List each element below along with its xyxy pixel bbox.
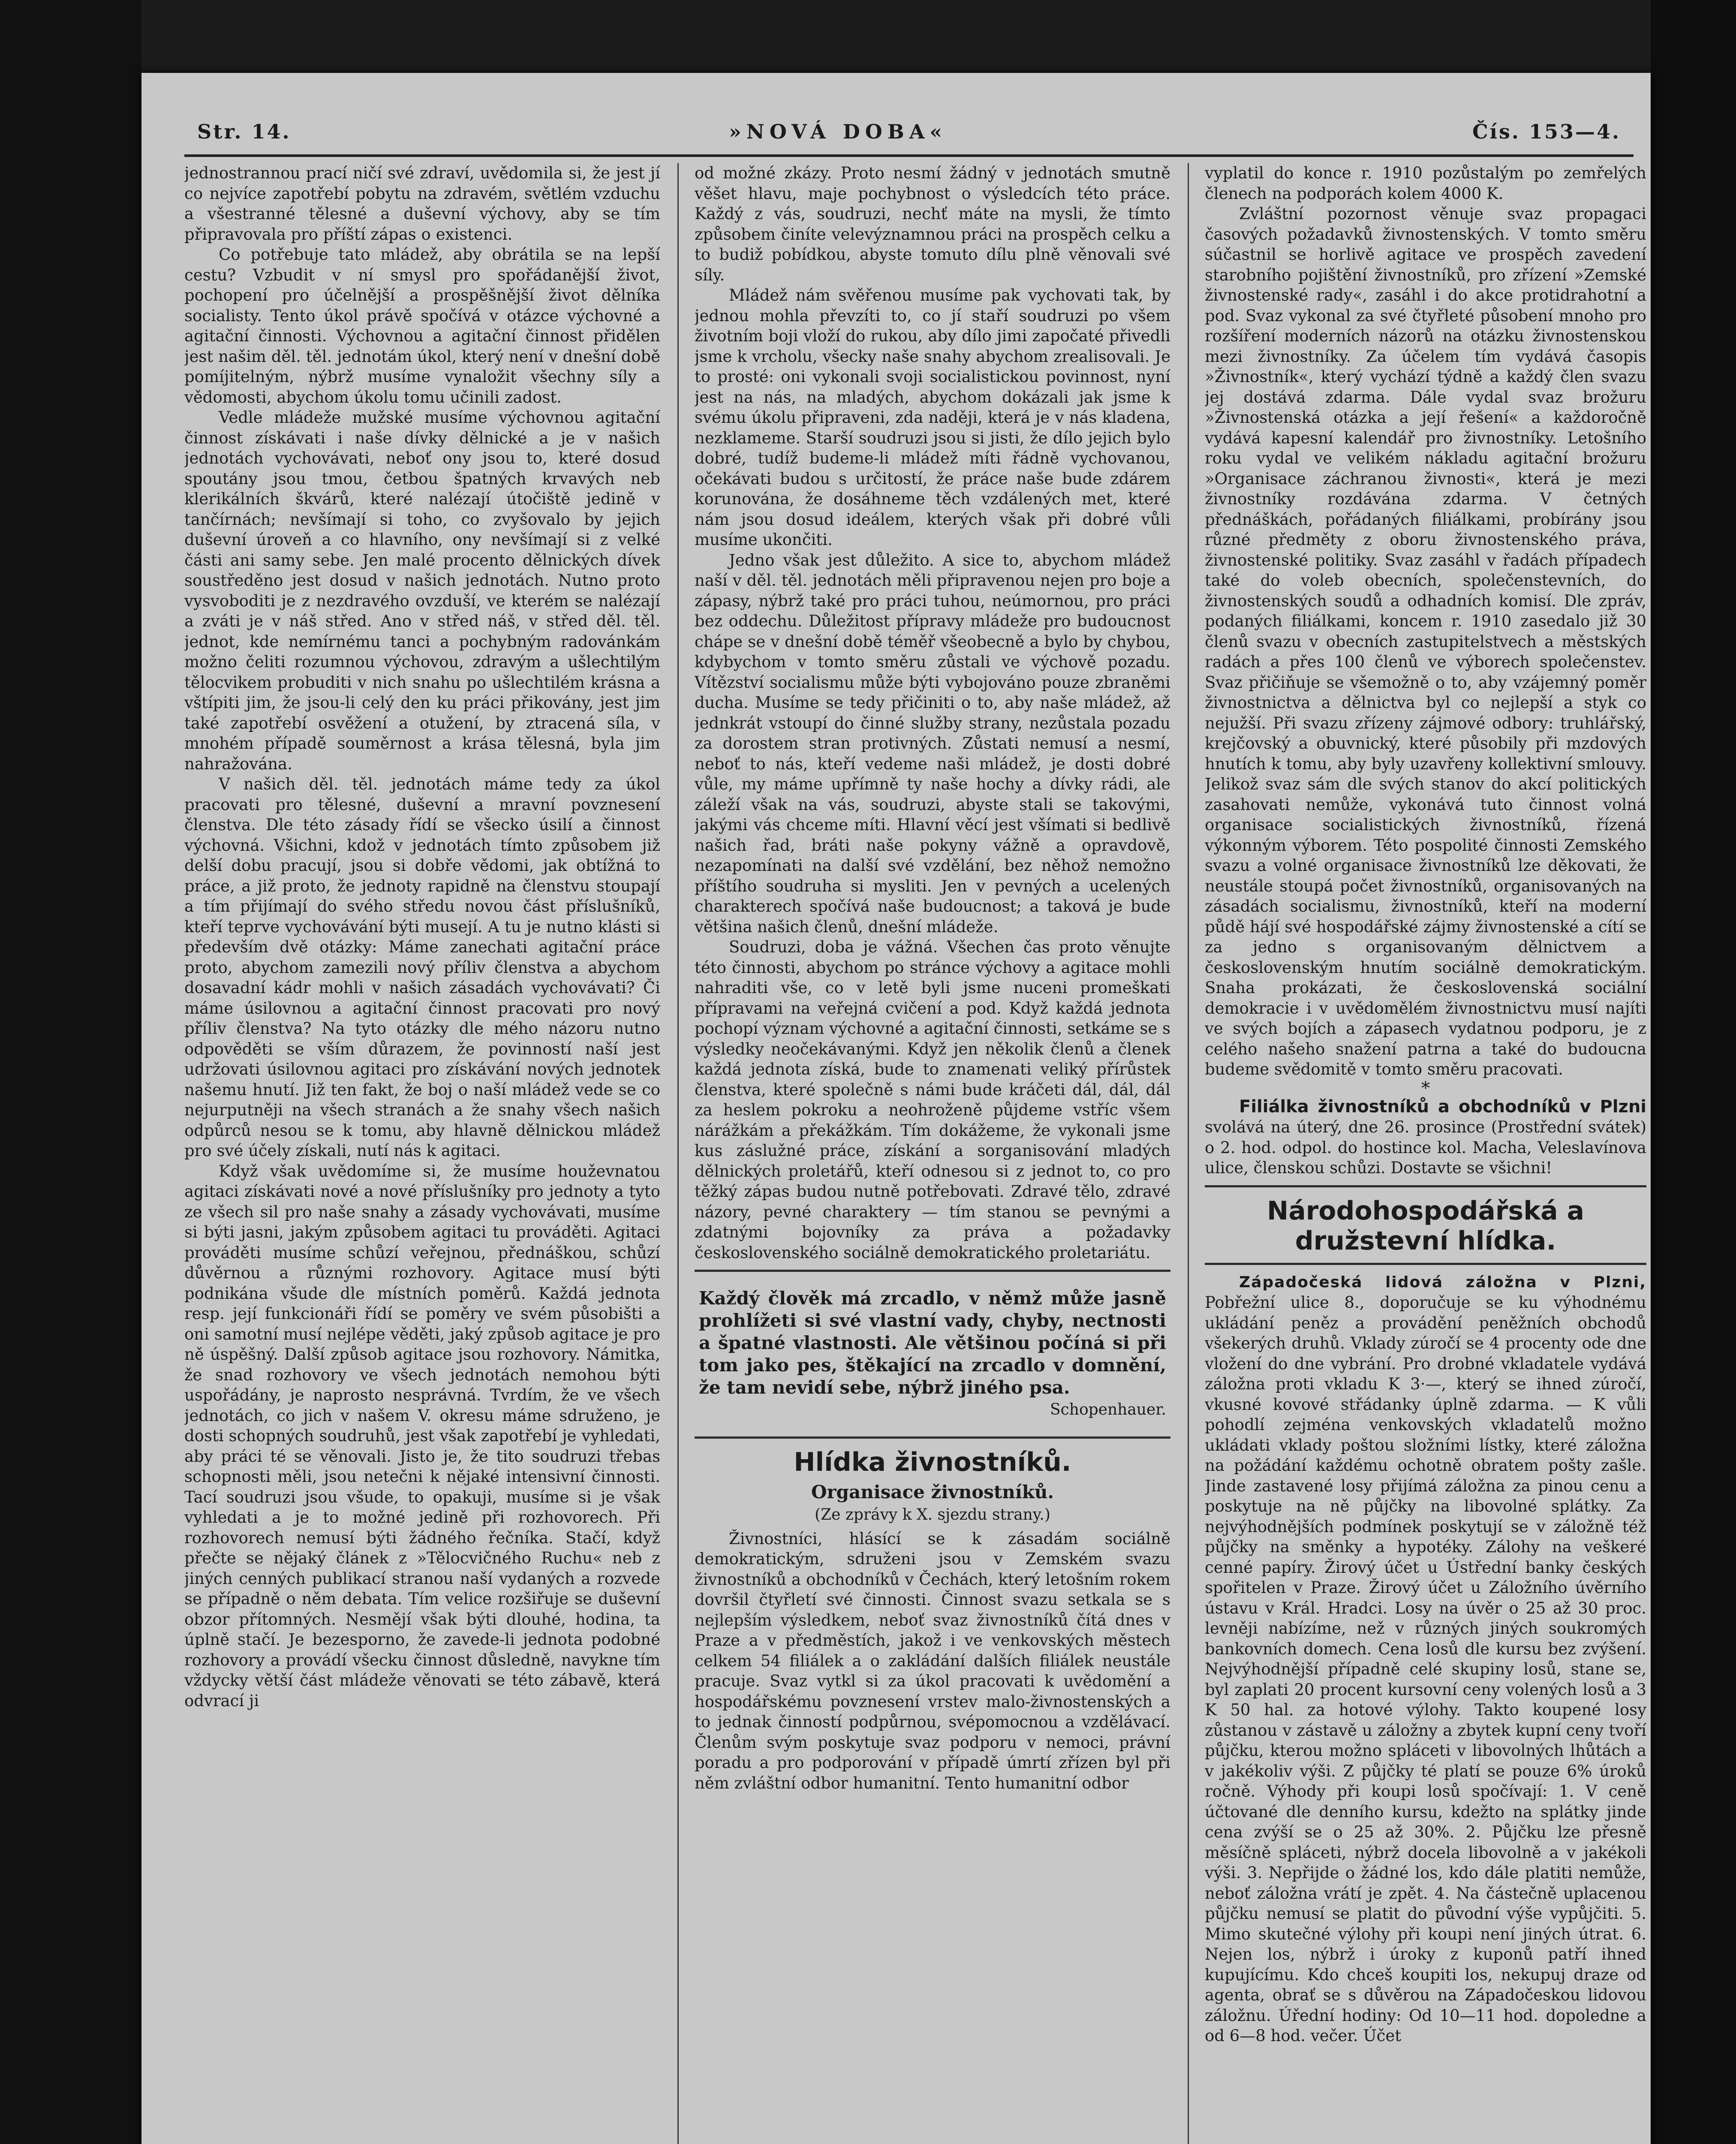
- star-separator: *: [1421, 1078, 1430, 1098]
- section-rule: [695, 1270, 1170, 1272]
- bank-heading: Západočeská lidová záložna v Plzni,: [1239, 1273, 1646, 1291]
- bank-text: Pobřežní ulice 8., doporučuje se ku výhodnému ukládání peněz a provádění peněžních obchodů všekerých druhů. Vklady zúročí se 4 procenty ode dne vložení do dne vybrání. Pro drobné vkladatele vydává záložna proti vkladu K 3·—, který se ihned zúročí, vkusné kovové střádanky úplně zdarma. — K vůli pohodlí zejména venkovských vkladatelů možno ukládati vklady poštou složními lístky, které záložna na požádání každému ochotně obratem pošty zašle. Jinde zastavené losy přijímá záložna za pinou cenu a poskytuje na ně půjčky na libovolné splátky. Za nejvýhodnějších podmínek poskytují se v záložně též půjčky na směnky a hypotéky. Zálohy na veškeré cenné papíry. Žirový účet u Ústřední banky českých spořitelen v Praze. Žirový účet u Záložního úvěrního ústavu v Král. Hradci. Losy na úvěr o 25 až 30 proc. levněji nabízíme, než v různých jiných soukromých bankovních domech. Cena losů dle kursu bez zvýšení. Nejvýhodnější případně celé skupiny losů, stane se, byl zaplati 20 procent kursovní ceny volených losů a 3 K 50 hal. za hotové výlohy. Takto koupené losy zůstanou v zástavě u záložny a zbytek kupní ceny tvoří půjčku, kterou možno spláceti v libovolných lhůtách a v jakékoliv výši. Z půjčky té platí se pouze 6% úroků ročně. Výhody při koupi losů spočívají: 1. V ceně účtované dle denního kursu, kdežto na splátky jinde cena zvýší se o 25 až 30%. 2. Půjčku lze přesně měsíčně spláceti, nýbrž docela libovolně a v jakékoli výši. 3. Nepřijde o žádné los, kdo dále platiti nemůže, neboť záložna vrátí je zpět. 4. Na částečně uplacenou půjčku nemusí se platit do původní výše vypůjčiti. 5. Mimo skutečné výlohy při koupi není jiných útrat. 6. Nejen los, nýbrž i úroky z kuponů patří ihned kupujícímu. Kdo chceš koupiti los, nekupuj draze od agenta, obrať se s důvěrou na Západočeskou lidovou záložnu. Úřední hodiny: Od 10—11 hod. dopoledne a od 6—8 hod. večer. Účet: [1205, 1293, 1646, 2045]
- section-title: Národohospodářská a družstevní hlídka.: [1267, 1195, 1584, 1256]
- paragraph: Mládež nám svěřenou musíme pak vychovati tak, by jednou mohla převzíti to, co jí staří soudruzi po všem životním boji vloží do rukou, aby dílo jimi započaté přivedli jsme k vrcholu, všecky naše snahy abychom zrealisovali. Je to prosté: oni vykonali svoji socialistickou povinnost, nyní jest na nás, na mladých, abychom dokázali jak jsme k svému úkolu připraveni, zda naději, která je v nás kladena, nezklameme. Starší soudruzi jsou si jisti, že dílo jejich bylo dobré, tudíž budeme-li mládež míti řádně vychovanou, očekávati budou s určitostí, že práce naše bude zdárem korunována, že dosáhneme těch vzdálených met, které nám jsou dosud ideálem, kterých však při dobré vůli musíme ukončiti.: [695, 286, 1170, 549]
- quote-box: [695, 1279, 1170, 1430]
- article-title: Organisace živnostníků.: [811, 1482, 1054, 1503]
- notice-text: svolává na úterý, dne 26. prosince (Prostřední svátek) o 2. hod. odpol. do hostince kol. Macha, Veleslavínova ulice, členskou schůzi. Dostavte se všichni!: [1205, 1118, 1646, 1177]
- left-scan-margin: [0, 0, 141, 2144]
- column-3: [1205, 163, 1646, 2144]
- notice: [1205, 1272, 1646, 2046]
- column-2: [695, 163, 1170, 2144]
- section-rule: [695, 1436, 1170, 1439]
- paragraph: jednostrannou prací ničí své zdraví, uvědomila si, že jest jí co nejvíce zapotřebí pobytu na zdravém, světlém vzduchu a všestranné tělesné a duševní výchovy, aby se tím připravovala pro příští zápas o existenci.: [184, 164, 660, 244]
- paragraph: Vedle mládeže mužské musíme výchovnou agitační činnost získávati i naše dívky dělnické a je v našich jednotách vychovávati, neboť ony jsou to, které dosud spoutány jsou tmou, četbou špatných krvavých neb klerikálních škvárů, které nalézají útočiště jedině v tančírnách; nevšímají si toho, co zvyšovalo by jejich duševní úroveň a co hlavního, ony nevšímají si z velké části ani samy sebe. Jen malé procento dělnických dívek soustředěno jest dosud v našich jednotách. Nutno proto vysvoboditi je z nezdravého ovzduší, ve kterém se nalézají a zváti je v náš střed. Ano v střed náš, v střed děl. těl. jednot, kde nemírnému tanci a pochybným radovánkám možno čeliti rozumnou výchovou, zdravým a ušlechtilým tělocvikem probuditi v nich snahu po ušlechtilém krásna a vštípiti jim, že jsou-li celý den ku práci přikovány, jest jim také zapotřebí osvěžení a otužení, by ztracená síla, v mnohém případě souměrnost a krása tělesná, byla jim nahražována.: [184, 408, 660, 773]
- newspaper-page: [141, 73, 1651, 2144]
- paragraph: Zvláštní pozornost věnuje svaz propagaci časových požadavků živnostenských. V tomto směru súčastnil se horlivě agitace ve prospěch zavedení starobního pojištění živnostníků, pro zřízení »Zemské živnostenské rady«, zasáhl i do akce protidrahotní a pod. Svaz vykonal za své čtyřleté působení mnoho pro rozšíření moderních názorů na otázku živnostenskou mezi živnostníky. Za účelem tím vydává časopis »Živnostník«, který vychází týdně a každý člen svazu jej dostává zdarma. Dále vydal svaz brožuru »Živnostenská otázka a její řešení« a každoročně vydává kapesní kalendář pro živnostníky. Letošního roku vydal ve velikém nákladu agitační brožuru »Organisace záchranou živnosti«, která je mezi živnostníky rozdávána zdarma. V četných přednáškách, pořádaných filiálkami, probírány jsou různé předměty z oboru živnostenského práva, živnostenské politiky. Svaz zasáhl v řadách případech také do voleb obecních, společenstevních, do živnostenských soudů a odhadních komisí. Dle zpráv, podaných filiálkami, koncem r. 1910 zasedalo již 30 členů svazu v obecních zastupitelstvech a městských radách a přes 100 členů ve výborech společenstev. Svaz přičiňuje se všemožně o to, aby vzájemný poměr živnostnictva a dělnictva byl co nejlepší a styk co nejužší. Při svazu zřízeny zájmové odbory: truhlářský, krejčovský a obuvnický, které působily při mzdových hnutích k tomu, aby byly uzavřeny kollektivní smlouvy. Jelikož svaz sám dle svých stanov do akcí politických zasahovati nemůže, vykonává tuto činnost volná organisace socialistických živnostníků, řízená výkonným výborem. Této pospolité činnosti Zemského svazu a volné organisace živnostníků lze děkovati, že neustále stoupá počet živnostníků, organisovaných na zásadách socialismu, živnostníků, kteří na moderní půdě hájí své hospodářské zájmy živnostenské a cítí se za jedno s organisovaným dělnictvem a československým hnutím sociálně demokratickým. Snaha prokázati, že československá sociální demokracie i v uvědomělém živnostnictvu musí najíti ve svých bojích a zápasech vydatnou podporu, je z celého našeho snažení patrna a také do budoucna budeme svědomitě v tomto směru pracovati.: [1205, 205, 1646, 1078]
- quote-text: Každý člověk má zrcadlo, v němž může jasně prohlížeti si své vlastní vady, chyby, nectnosti a špatné vlastnosti. Ale většinou počíná si při tom jako pes, štěkající na zrcadlo v domnění, že tam nevidí sebe, nýbrž jiného psa.: [699, 1288, 1166, 1398]
- masthead-title: »NOVÁ DOBA«: [729, 120, 948, 143]
- notice: [1205, 1097, 1646, 1178]
- paragraph: vyplatil do konce r. 1910 pozůstalým po zemřelých členech na podporách kolem 4000 K.: [1205, 164, 1646, 203]
- paragraph: Soudruzi, doba je vážná. Všechen čas proto věnujte této činnosti, abychom po stránce výchovy a agitace mohli nahraditi vše, co v letě byli jsme nuceni promeškati přípravami na veřejná cvičení a pod. Když každá jednota pochopí význam výchovné a agitační činnosti, setkáme se s výsledky neočekávanými. Když jen několik členů a členek každá jednota získá, bude to znamenati veliký přírůstek členstva, které společně s námi bude kráčeti dál, dál, dál za heslem pokroku a neohroženě půjdeme vstříc všem nárážkám a překážkám. Tím dokážeme, že vykonali jsme kus záslužné práce, získání a sorganisování mladých dělnických proletářů, kteří odnesou si z jednot to, co pro těžký zápas budou nutně potřebovati. Zdravé tělo, zdravé názory, pevné charaktery — tím stanou se pevnými a zdatnými bojovníky za práva a požadavky československého sociálně demokratického proletariátu.: [695, 938, 1170, 1262]
- header-rule: [184, 154, 1634, 157]
- paragraph: Co potřebuje tato mládež, aby obrátila se na lepší cestu? Vzbudit v ní smysl pro spořádanější život, pochopení pro účelnější a prospěšnější život dělníka socialisty. Tento úkol právě spočívá v otázce výchovné a agitační činnosti. Výchovnou a agitační činnost přidělen jest našim děl. těl. jednotám úkol, který není v dnešní době pomíjitelným, nýbrž musíme vynaložit všechny síly a vědomosti, abychom úkolu tomu učinili zadost.: [184, 245, 660, 407]
- section-rule: [1205, 1185, 1646, 1187]
- paragraph: Když však uvědomíme si, že musíme houževnatou agitaci získávati nové a nové příslušníky pro jednoty a tyto ze všech sil pro naše snahy a zásady vychovávati, musíme si býti jasni, jakým způsobem agitaci tu prováděti. Agitaci prováděti musíme schůzí veřejnou, přednáškou, schůzí důvěrnou a různými rozhovory. Agitace musí býti podnikána všude dle místních poměrů. Každá jednota resp. její funkcionáři řídí se poměry ve svém působišti a oni samotní musí nejlépe věděti, jaký způsob agitace je pro ně úspěšný. Další způsob agitace jsou rozhovory. Námitka, že snad rozhovory ve všech jednotách nemohou býti uspořádány, je naprosto nesprávná. Tvrdím, že ve všech jednotách, co jich v našem V. okresu máme sdruženo, je dosti schopných soudruhů, jest však zapotřebí je vyhledati, aby práci té se věnovali. Jisto je, že tito soudruzi třebas schopnosti měli, jsou netečni k nějaké intensivní činnosti. Tací soudruzi jsou všude, to opakuji, musíme si je však vyhledati a je to možné jedině při rozhovorech. Při rozhovorech nemusí býti žádného řečníka. Stačí, když přečte se nějaký článek z »Tělocvičného Ruchu« neb z jiných cenných publikací stranou naší vydaných a rozvede se případně o něm debata. Tím velice rozšiřuje se duševní obzor přítomných. Nesmějí však býti dlouhé, hodina, ta úplně stačí. Je bezesporno, že zavede-li jednota podobné rozhovory a provádí všecku činnost důsledně, navykne tím vždycky větší část mládeže věnovati se této zábavě, která odvrací ji: [184, 1162, 660, 1710]
- section-rule: [1205, 1263, 1646, 1265]
- paragraph: V našich děl. těl. jednotách máme tedy za úkol pracovati pro tělesné, duševní a mravní povznesení členstva. Dle této zásady řídí se všecko úsilí a činnost výchovná. Všichni, kdož v jednotách tímto způsobem již delší dobu pracují, jsou si dobře vědomi, jak obtížná to práce, a již proto, že jednoty rapidně na členstvu stoupají a tím přijímají do svého středu novou část příslušníků, kteří teprve vychovávání býti musejí. A tu je nutno klásti si především dvě otázky: Máme zanechati agitační práce proto, abychom zamezili nový příliv členstva a abychom dosavadní kádr mohli v našich zásadách vychovávati? Či máme úsilovnou a agitační činnost pracovati pro nový příliv členstva? Na tyto otázky dle mého názoru nutno odpověděti se vším důrazem, že povinností naší jest udržovati úsilovnou agitaci pro získávání nových jednotek našemu hnutí. Již ten fakt, že boj o naší mládež vede se co nejurputněji na všech stranách a že snahy všech našich odpůrců nesou se k tomu, aby hlavně dělnickou mládež pro své účely získali, nutí nás k agitaci.: [184, 775, 660, 1160]
- column-divider: [677, 163, 679, 2144]
- paragraph: Jedno však jest důležito. A sice to, abychom mládež naší v děl. těl. jednotách měli připravenou nejen pro boje a zápasy, nýbrž také pro práci tuhou, neúmornou, pro práci bez oddechu. Důležitost přípravy mládeže pro budoucnost chápe se v dnešní době téměř všeobecně a bylo by chybou, kdybychom v tomto směru zůstali ve výchově pozadu. Vítězství socialismu může býti vybojováno pouze zbraněmi ducha. Musíme se tedy přičiniti o to, aby naše mládež, až jednkrát vstoupí do činné služby strany, nezůstala pozadu za dorostem stran protivných. Zůstati nemusí a nesmí, neboť to nás, kteří vedeme naši mládež, je dosti dobré vůle, my máme upřímně ty naše hochy a dívky rádi, ale záleží však na vás, soudruzi, abyste stali se takovými, jakými vás chceme míti. Hlavní věcí jest všímati si bedlivě našich řad, bráti naše pokyny vážně a opravdově, nezapomínati na další své vzdělání, bez něhož nemožno příštího soudruha si mysliti. Jen v pevných a ucelených charakterech spočívá naše budoucnost; a taková je bude většina našich členů, dnešní mládeže.: [695, 551, 1170, 936]
- column-divider: [1188, 163, 1189, 2144]
- notice-heading: Filiálka živnostníků a obchodníků v Plzni: [1239, 1096, 1646, 1117]
- paragraph: Živnostníci, hlásící se k zásadám sociálně demokratickým, sdruženi jsou v Zemském svazu živnostníků a obchodníků v Čechách, který letošním rokem dovršil čtyřletí své činnosti. Činnost svazu setkala se s nejlepším výsledkem, neboť svaz živnostníků čítá dnes v Praze a v předměstích, jakož i ve venkovských městech celkem 54 filiálek a o zakládání dalších filiálek neustále pracuje. Svaz vytkl si za úkol pracovati k uvědomění a hospodářskému povznesení vrstev malo-živnostenských a to jednak činností podpůrnou, svépomocnou a vzdělávací. Členům svým poskytuje svaz podporu v nemoci, právní poradu a pro podporování v případě úmrtí zřízen byl při něm zvláštní odbor humanitní. Tento humanitní odbor: [695, 1529, 1170, 1792]
- article-note: (Ze zprávy k X. sjezdu strany.): [815, 1506, 1050, 1524]
- right-scan-margin: [1651, 0, 1736, 2144]
- column-1: [184, 163, 660, 2144]
- page-number: Str. 14.: [197, 120, 291, 143]
- section-title: Hlídka živnostníků.: [794, 1447, 1071, 1477]
- quote-author: Schopenhauer.: [1050, 1401, 1166, 1418]
- issue-number: Čís. 153—4.: [1472, 120, 1621, 143]
- paragraph: od možné zkázy. Proto nesmí žádný v jednotách smutně věšet hlavu, maje pochybnost o výsledcích této práce. Každý z vás, soudruzi, nechť máte na mysli, že tímto způsobem činíte velevýznamnou práci na prospěch celku a to budiž pobídkou, abyste tomuto dílu plně věnovali své síly.: [695, 164, 1170, 284]
